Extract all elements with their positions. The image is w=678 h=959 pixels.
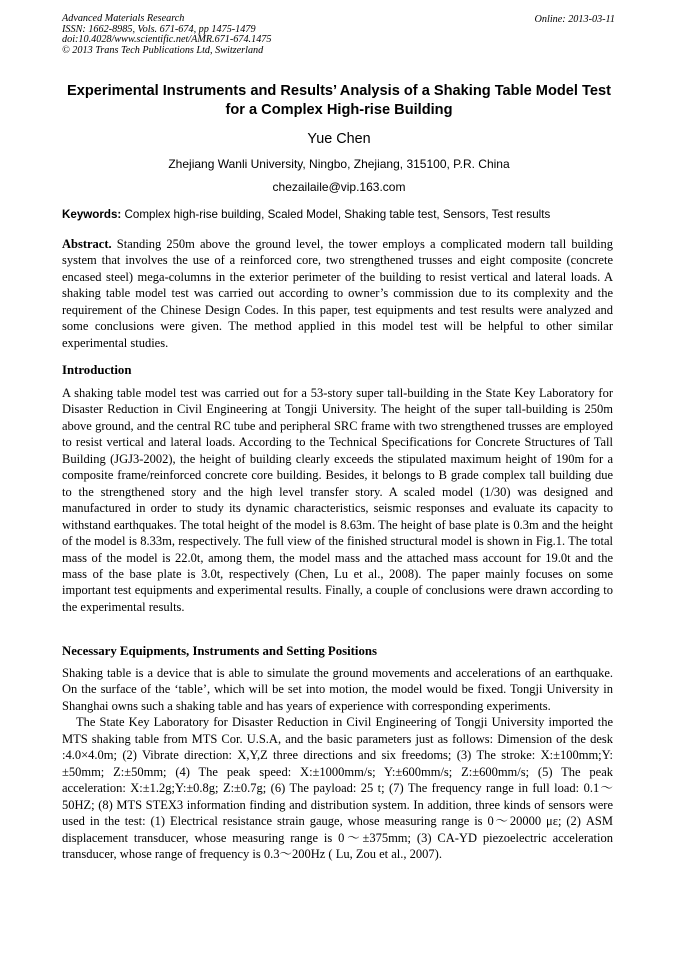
abstract-label: Abstract. [62,237,112,251]
section-heading-introduction: Introduction [62,363,132,377]
abstract-text: Standing 250m above the ground level, the tower employs a complicated modern tall building system that involves the use of a reinforced core, two strengthened trusses and eight composite (concrete encased steel) mega-columns in the exterior perimeter of the building to resist vertical and lateral loads. A shaking table model test was carried out according to owner’s commission due to its complexity and the requirement of the Chinese Design Codes. In this paper, test equipments and test results were analyzed and some conclusions were given. The method applied in this model test will be helpful to other similar experimental studies. [62,237,613,350]
issn-line: ISSN: 1662-8985, Vols. 671-674, pp 1475-1479 [62,23,256,35]
abstract [62,236,613,351]
journal-name: Advanced Materials Research [62,13,185,24]
keywords [62,208,622,221]
keywords-text: Complex high-rise building, Scaled Model, Shaking table test, Sensors, Test results [124,208,551,221]
introduction-body [62,385,613,615]
doi-line: doi:10.4028/www.scientific.net/AMR.671-674.1475 [62,34,272,46]
author-email: chezailaile@vip.163.com [272,180,406,194]
author-name: Yue Chen [307,131,371,147]
section-heading-equipments: Necessary Equipments, Instruments and Setting Positions [62,644,377,658]
introduction-paragraph: A shaking table model test was carried out for a 53-story super tall-building in the State Key Laboratory for Disaster Reduction in Civil Engineering at Tongji University. The height of the super tall-building is 250m above ground, and the central RC tube and peripheral SRC frame with two strengthened trusses are employed to resist vertical and lateral loads. According to the Technical Specifications for Concrete Structures of Tall Building (JGJ3-2002), the height of building clearly exceeds the stipulated maximum height of 190m for a composite frame/reinforced concrete core building. Besides, it belongs to B grade complex tall building due to the strengthened story and the high level transfer story. A scaled model (1/30) was designed and manufactured in order to study its dynamic characteristics, seismic responses and evaluate its capacity to withstand earthquakes. The total height of the model is 8.63m. The height of base plate is 0.3m and the height of the model is 8.33m, respectively. The full view of the finished structural model is shown in Fig.1. The total mass of the model is 22.0t, among them, the model mass and the attached mass account for 19.0t and the mass of the base plate is 3.0t, respectively (Chen, Lu et al., 2008). The paper mainly focuses on some important test equipments and experimental results. Finally, a couple of conclusions were drawn according to the experimental results. [62,386,613,614]
author-affiliation: Zhejiang Wanli University, Ningbo, Zhejiang, 315100, P.R. China [168,157,510,171]
equipments-body [62,665,613,862]
paper-title: Experimental Instruments and Results’ Analysis of a Shaking Table Model Test for a Complex High-rise Building [67,83,611,118]
online-date: Online: 2013-03-11 [534,14,615,25]
equipments-paragraph-1: Shaking table is a device that is able to simulate the ground movements and accelerations of an earthquake. On the surface of the ‘table’, which will be set into motion, the model would be fixed. Tongji University in Shanghai owns such a shaking table and has years of experience with corresponding experiments. [62,666,613,713]
keywords-label: Keywords: [62,208,122,221]
copyright-line: © 2013 Trans Tech Publications Ltd, Switzerland [62,44,264,56]
equipments-paragraph-2: The State Key Laboratory for Disaster Reduction in Civil Engineering of Tongji University imported the MTS shaking table from MTS Cor. U.S.A, and the basic parameters just as follows: Dimension of the desk :4.0×4.0m; (2) Vibrate direction: X,Y,Z three directions and six freedoms; (3) The stroke: X:±100mm;Y:±50mm; Z:±50mm; (4) The peak speed: X:±1000mm/s; Y:±600mm/s; Z:±600mm/s; (5) The peak acceleration: X:±1.2g;Y:±0.8g; Z:±0.7g; (6) The payload: 25 t; (7) The frequency range in full load: 0.1～50HZ; (8) MTS STEX3 information finding and distribution system. In addition, three kinds of sensors were used in the test: (1) Electrical resistance strain gauge, whose measuring range is 0～20000 με; (2) ASM displacement transducer, whose measuring range is 0～±375mm; (3) CA-YD piezoelectric acceleration transducer, whose range of frequency is 0.3～200Hz ( Lu, Zou et al., 2007). [62,715,613,861]
journal-header [62,14,271,56]
